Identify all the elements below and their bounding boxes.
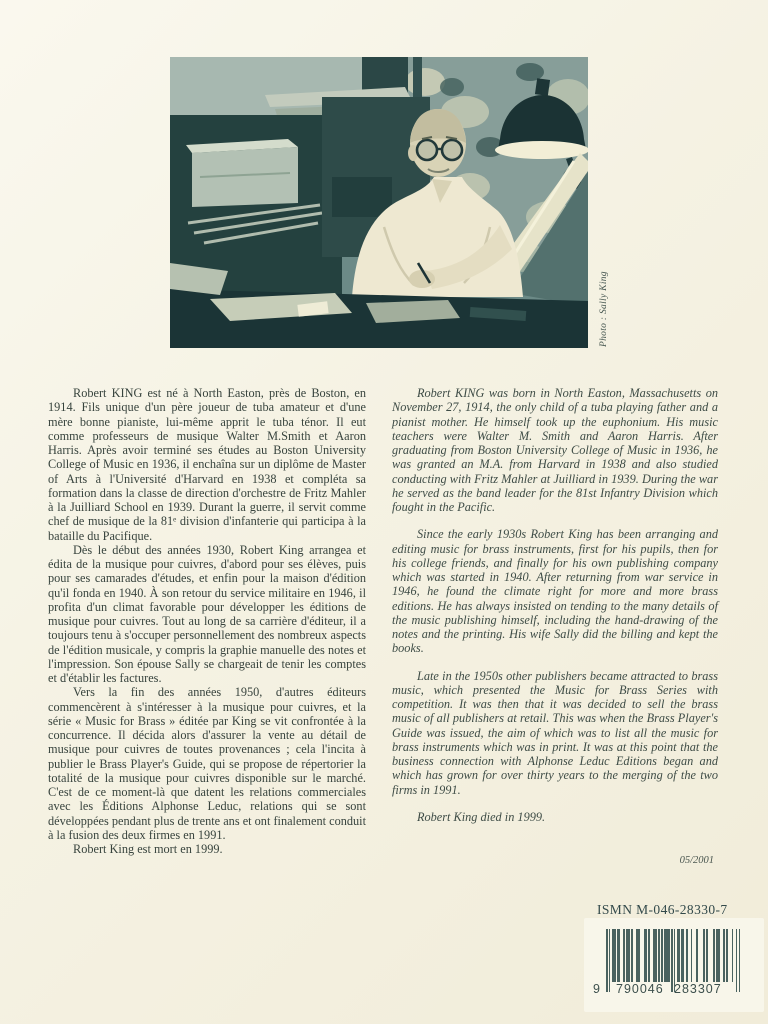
bio-english-paragraph-1: Robert KING was born in North Easton, Massachusetts on November 27, 1914, the only child of a tuba playing father and a pianist mother. He himself took up the euphonium. His music teachers were Walter M. Smith and Aaron Harris. After graduating from Boston University College of Music in 1936, he was granted an M.A. from Harvard in 1938 and also studied conducting with Fritz Mahler at Juilliard in 1939. During the war he served as the band leader for the 81st Infantry Division which fought in the Pacific. xyxy=(392,386,718,514)
bio-english-paragraph-3: Late in the 1950s other publishers became attracted to brass music, which presented the Music for Brass Series with competition. It was then that it was decided to sell the brass music of all publishers at retail. This was when the Brass Player's Guide was issued, the aim of which was to list all the music for brass instruments which was in print. It was at this point that the business connection with Alphonse Leduc Editions began and which has grown for over thirty years to the merging of the two firms in 1991. xyxy=(392,668,718,797)
glasses-left-lens xyxy=(417,140,437,160)
bio-french-paragraph-2: Dès le début des années 1930, Robert King arrangea et édita de la musique pour cuivres, d'abord pour ses élèves, puis pour ses camarades d'études, et enfin pour la maison d'édition qu'il fonda en 1940. À son retour du service militaire en 1946, il profita d'un climat favorable pour développer les éditions de musique pour cuivres. Tout au long de sa carrière d'éditeur, il a toujours tenu à s'occuper personnellement des nombreux aspects de l'édition musicale, y compris la graphie manuelle des notes et l'impression. Son épouse Sally se chargeait de tenir les comptes et d'établir les factures. xyxy=(48,542,366,685)
robert-king-photo xyxy=(170,57,588,348)
photo-credit: Photo : Sally King xyxy=(599,271,609,347)
print-date: 05/2001 xyxy=(679,855,714,866)
bio-french-paragraph-1: Robert KING est né à North Easton, près de Boston, en 1914. Fils unique d'un père joueur de tuba amateur et d'une mère bonne pianiste, lui-même apprit le tuba ténor. Il eut comme professeurs de musique Walter M.Smith et Aaron Harris. Après avoir terminé ses études au Boston University College of Music en 1936, il enchaîna sur un diplôme de Master of Arts à l'Université d'Harvard en 1938 et compléta sa formation dans la classe de direction d'orchestre de Fritz Mahler à la Juilliard School en 1939. Durant la guerre, il servit comme chef de musique de la 81ᵉ division d'infanterie qui participa à la bataille du Pacifique. xyxy=(48,386,366,543)
bio-french-paragraph-3: Vers la fin des années 1950, d'autres éditeurs commencèrent à s'intéresser à la musique pour cuivres, et la série « Music for Brass » éditée par King se vit confrontée à la concurrence. Il décida alors d'assurer la vente au détail de musique pour cuivres de toutes provenances ; cela l'incita à publier le Brass Player's Guide, qui se propose de répertorier la totalité de la musique pour cuivres disponible sur le marché. C'est de ce moment-là que datent les relations commerciales avec les Éditions Alphonse Leduc, relations qui se sont développées pendant plus de trente ans et ont finalement conduit à la fusion des deux firmes en 1991. xyxy=(48,685,366,842)
barcode-digits-right: 283307 xyxy=(674,982,722,996)
bio-english-paragraph-2: Since the early 1930s Robert King has been arranging and editing music for brass instruments, first for his pupils, then for his college friends, and finally for his own publishing company which was started in 1940. After returning from war service in 1946, he found the climate right for more and more brass editions. He has always insisted on tending to the many details of the music publishing himself, including the hand-drawing of the notes and the printing. His wife Sally did the billing and kept the books. xyxy=(392,527,718,656)
ismn-number: ISMN M-046-28330-7 xyxy=(597,902,728,917)
bio-french-paragraph-4: Robert King est mort en 1999. xyxy=(73,842,223,856)
photo-frame xyxy=(170,57,588,348)
bio-english-paragraph-4: Robert King died in 1999. xyxy=(417,809,546,824)
barcode-digits-left: 790046 xyxy=(616,982,664,996)
bio-english xyxy=(392,386,718,824)
barcode-digit-lead: 9 xyxy=(593,982,601,996)
barcode xyxy=(593,929,749,1005)
barcode-digits xyxy=(593,982,749,1000)
glasses-right-lens xyxy=(442,140,462,160)
bio-french xyxy=(48,386,366,856)
